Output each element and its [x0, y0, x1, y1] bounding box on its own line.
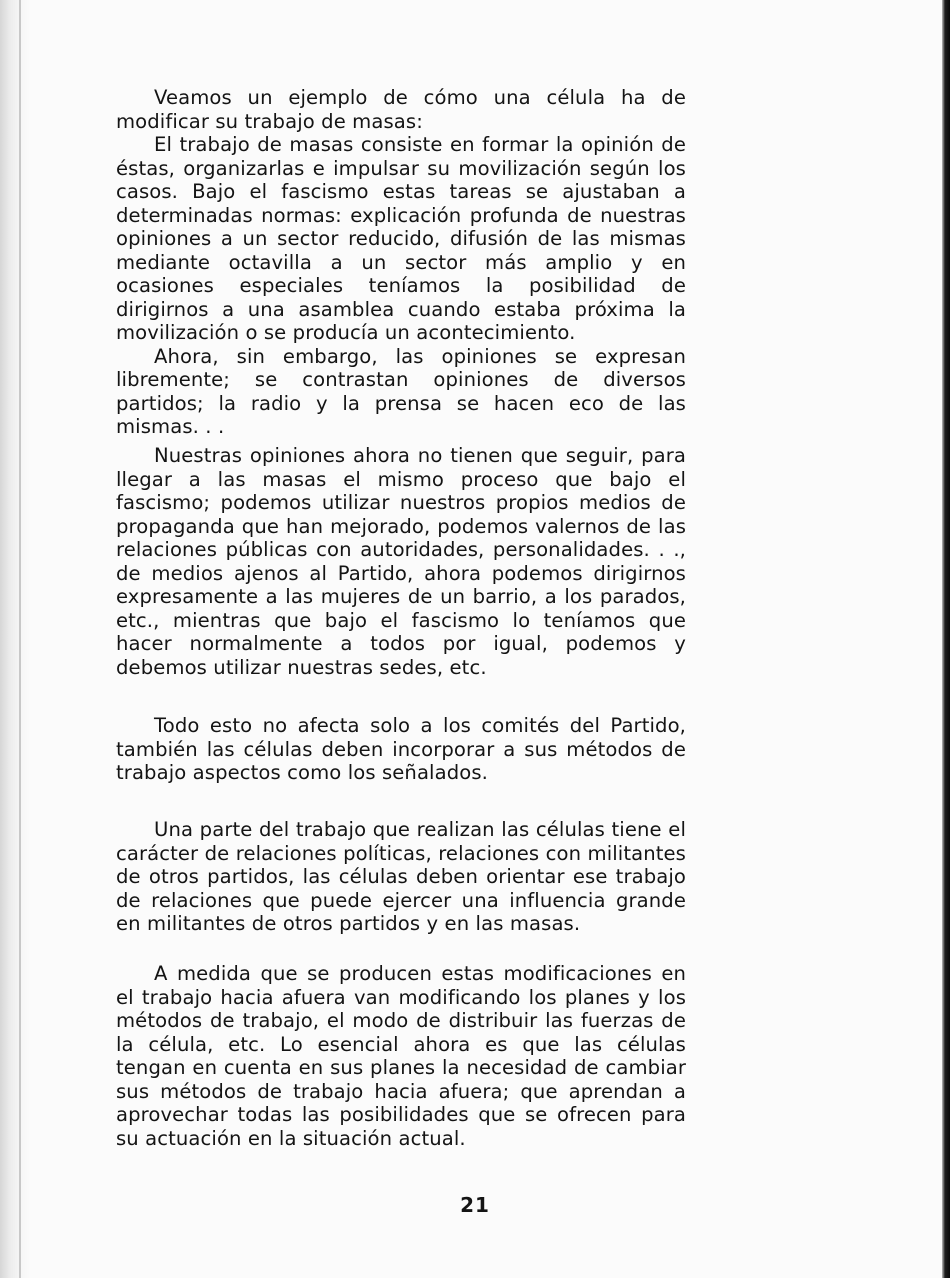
- paragraph: Nuestras opiniones ahora no tienen que seguir, para llegar a las masas el mismo proceso que bajo el fascismo; podemos utilizar nuestros propios medios de propaganda que han mejorado, podemos valernos de las relaciones públicas con autoridades, personalidades. . ., de medios ajenos al Partido, ahora podemos dirigirnos expresamente a las mujeres de un barrio, a los parados, etc., mientras que bajo el fascismo lo teníamos que hacer normalmente a todos por igual, podemos y debemos utilizar nuestras sedes, etc.: [116, 444, 686, 679]
- text-block-4: [116, 818, 686, 936]
- left-binding-line: [19, 0, 21, 1278]
- paragraph: Todo esto no afecta solo a los comités del Partido, también las células deben incorporar a sus métodos de trabajo aspectos como los señalados.: [116, 714, 686, 784]
- text-block-1: [116, 86, 686, 439]
- page-number: 21: [460, 1193, 490, 1217]
- paragraph: El trabajo de masas consiste en formar la opinión de éstas, organizarlas e impulsar su movilización según los casos. Bajo el fascismo estas tareas se ajustaban a determinadas normas: explicación profunda de nuestras opiniones a un sector reducido, difusión de las mismas mediante octavilla a un sector más amplio y en ocasiones especiales teníamos la posibilidad de dirigirnos a una asamblea cuando estaba próxima la movilización o se producía un acontecimiento.: [116, 133, 686, 344]
- text-block-3: [116, 714, 686, 785]
- text-block-2: [116, 444, 686, 679]
- paragraph: A medida que se producen estas modificaciones en el trabajo hacia afuera van modificando los planes y los métodos de trabajo, el modo de distribuir las fuerzas de la célula, etc. Lo esencial ahora es que las células tengan en cuenta en sus planes la necesidad de cambiar sus métodos de trabajo hacia afuera; que aprendan a aprovechar todas las posibilidades que se ofrecen para su actuación en la situación actual.: [116, 962, 686, 1150]
- paragraph: Ahora, sin embargo, las opiniones se expresan libremente; se contrastan opiniones de diversos partidos; la radio y la prensa se hacen eco de las mismas. . .: [116, 344, 686, 438]
- text-block-5: [116, 962, 686, 1150]
- paragraph: Veamos un ejemplo de cómo una célula ha de modificar su trabajo de masas:: [116, 86, 686, 133]
- left-binding-shadow: [0, 0, 30, 1278]
- right-page-edge: [942, 0, 950, 1278]
- paragraph: Una parte del trabajo que realizan las células tiene el carácter de relaciones políticas, relaciones con militantes de otros partidos, las células deben orientar ese trabajo de relaciones que puede ejercer una influencia grande en militantes de otros partidos y en las masas.: [116, 818, 686, 935]
